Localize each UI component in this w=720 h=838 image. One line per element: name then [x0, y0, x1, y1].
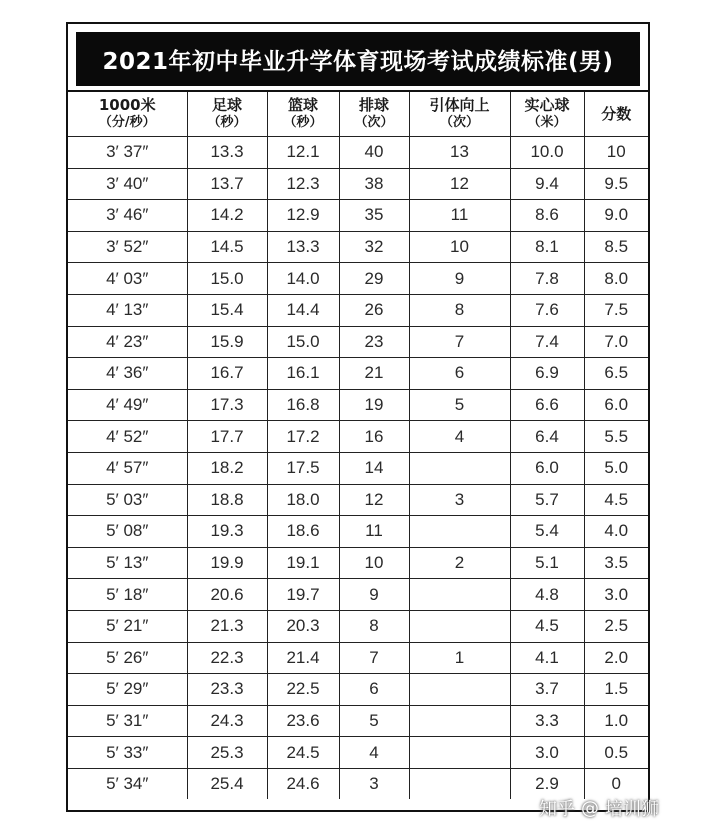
cell-football: 18.8	[187, 484, 267, 516]
header-football	[187, 91, 267, 137]
cell-volleyball: 16	[339, 421, 409, 453]
cell-1000m: 5′ 31″	[68, 705, 187, 737]
cell-football: 24.3	[187, 705, 267, 737]
cell-football: 14.2	[187, 200, 267, 232]
cell-score: 6.0	[584, 389, 648, 421]
cell-medicine-ball: 3.7	[510, 674, 584, 706]
cell-medicine-ball: 3.0	[510, 737, 584, 769]
cell-medicine-ball: 3.3	[510, 705, 584, 737]
cell-medicine-ball: 6.0	[510, 452, 584, 484]
header-name: 引体向上	[429, 96, 490, 114]
header-name: 实心球	[524, 96, 570, 114]
score-standard-sheet	[66, 22, 650, 812]
cell-volleyball: 8	[339, 610, 409, 642]
cell-pullup: 3	[409, 484, 510, 516]
cell-basketball: 18.6	[267, 516, 339, 548]
header-unit: （分/秒）	[98, 115, 156, 130]
cell-medicine-ball: 4.5	[510, 610, 584, 642]
cell-score: 2.0	[584, 642, 648, 674]
cell-volleyball: 4	[339, 737, 409, 769]
cell-basketball: 24.5	[267, 737, 339, 769]
cell-football: 15.9	[187, 326, 267, 358]
cell-medicine-ball: 6.6	[510, 389, 584, 421]
cell-football: 13.7	[187, 168, 267, 200]
cell-football: 23.3	[187, 674, 267, 706]
cell-medicine-ball: 4.1	[510, 642, 584, 674]
cell-volleyball: 10	[339, 547, 409, 579]
cell-basketball: 23.6	[267, 705, 339, 737]
cell-volleyball: 9	[339, 579, 409, 611]
cell-medicine-ball: 5.4	[510, 516, 584, 548]
cell-pullup: 12	[409, 168, 510, 200]
cell-score: 8.5	[584, 231, 648, 263]
cell-1000m: 5′ 08″	[68, 516, 187, 548]
cell-football: 21.3	[187, 610, 267, 642]
cell-pullup: 4	[409, 421, 510, 453]
cell-score: 8.0	[584, 263, 648, 295]
cell-volleyball: 5	[339, 705, 409, 737]
cell-volleyball: 11	[339, 516, 409, 548]
cell-pullup	[409, 579, 510, 611]
cell-pullup	[409, 610, 510, 642]
table-row	[68, 421, 648, 453]
cell-basketball: 14.0	[267, 263, 339, 295]
cell-volleyball: 3	[339, 768, 409, 799]
cell-pullup: 7	[409, 326, 510, 358]
watermark-site: 知乎	[539, 799, 575, 820]
cell-pullup: 6	[409, 358, 510, 390]
header-medicine-ball	[510, 91, 584, 137]
header-volleyball	[339, 91, 409, 137]
cell-1000m: 3′ 37″	[68, 137, 187, 169]
cell-pullup: 11	[409, 200, 510, 232]
cell-volleyball: 19	[339, 389, 409, 421]
cell-score: 5.5	[584, 421, 648, 453]
table-row	[68, 326, 648, 358]
header-pullup	[409, 91, 510, 137]
header-unit: （秒）	[283, 115, 323, 130]
header-score	[584, 91, 648, 137]
cell-football: 16.7	[187, 358, 267, 390]
cell-score: 7.5	[584, 294, 648, 326]
cell-1000m: 5′ 18″	[68, 579, 187, 611]
cell-volleyball: 40	[339, 137, 409, 169]
cell-1000m: 4′ 36″	[68, 358, 187, 390]
cell-basketball: 22.5	[267, 674, 339, 706]
cell-pullup: 13	[409, 137, 510, 169]
cell-volleyball: 26	[339, 294, 409, 326]
cell-medicine-ball: 5.7	[510, 484, 584, 516]
cell-1000m: 5′ 21″	[68, 610, 187, 642]
table-row	[68, 263, 648, 295]
cell-1000m: 5′ 33″	[68, 737, 187, 769]
cell-volleyball: 7	[339, 642, 409, 674]
cell-score: 0.5	[584, 737, 648, 769]
watermark	[539, 790, 709, 826]
cell-basketball: 15.0	[267, 326, 339, 358]
cell-basketball: 12.3	[267, 168, 339, 200]
cell-football: 19.3	[187, 516, 267, 548]
score-table	[68, 90, 648, 799]
table-row	[68, 516, 648, 548]
cell-1000m: 3′ 40″	[68, 168, 187, 200]
cell-pullup	[409, 516, 510, 548]
header-name: 足球	[211, 96, 242, 114]
cell-pullup	[409, 452, 510, 484]
cell-pullup	[409, 737, 510, 769]
cell-football: 22.3	[187, 642, 267, 674]
table-row	[68, 231, 648, 263]
table-row	[68, 137, 648, 169]
cell-score: 9.0	[584, 200, 648, 232]
cell-basketball: 13.3	[267, 231, 339, 263]
header-name: 1000米	[98, 96, 156, 114]
cell-1000m: 4′ 49″	[68, 389, 187, 421]
cell-score: 4.5	[584, 484, 648, 516]
cell-1000m: 5′ 13″	[68, 547, 187, 579]
cell-1000m: 4′ 57″	[68, 452, 187, 484]
cell-medicine-ball: 7.6	[510, 294, 584, 326]
cell-football: 13.3	[187, 137, 267, 169]
header-name: 分数	[601, 104, 632, 123]
cell-pullup: 1	[409, 642, 510, 674]
cell-football: 17.7	[187, 421, 267, 453]
table-row	[68, 610, 648, 642]
table-title: 2021年初中毕业升学体育现场考试成绩标准(男)	[76, 32, 640, 86]
table-row	[68, 579, 648, 611]
table-row	[68, 484, 648, 516]
cell-score: 0	[584, 768, 648, 799]
table-row	[68, 737, 648, 769]
cell-1000m: 4′ 23″	[68, 326, 187, 358]
cell-basketball: 16.8	[267, 389, 339, 421]
cell-medicine-ball: 2.9	[510, 768, 584, 799]
cell-1000m: 5′ 29″	[68, 674, 187, 706]
cell-medicine-ball: 10.0	[510, 137, 584, 169]
cell-score: 5.0	[584, 452, 648, 484]
table-row	[68, 705, 648, 737]
cell-1000m: 5′ 03″	[68, 484, 187, 516]
cell-football: 18.2	[187, 452, 267, 484]
header-unit: （次）	[439, 115, 479, 130]
cell-1000m: 5′ 26″	[68, 642, 187, 674]
cell-1000m: 3′ 52″	[68, 231, 187, 263]
cell-volleyball: 29	[339, 263, 409, 295]
cell-volleyball: 23	[339, 326, 409, 358]
cell-pullup: 5	[409, 389, 510, 421]
cell-score: 10	[584, 137, 648, 169]
cell-score: 2.5	[584, 610, 648, 642]
cell-pullup	[409, 768, 510, 799]
cell-basketball: 19.1	[267, 547, 339, 579]
cell-football: 25.4	[187, 768, 267, 799]
cell-volleyball: 21	[339, 358, 409, 390]
cell-basketball: 17.2	[267, 421, 339, 453]
cell-score: 6.5	[584, 358, 648, 390]
cell-basketball: 18.0	[267, 484, 339, 516]
cell-pullup	[409, 674, 510, 706]
cell-volleyball: 32	[339, 231, 409, 263]
cell-basketball: 24.6	[267, 768, 339, 799]
table-row	[68, 168, 648, 200]
cell-medicine-ball: 4.8	[510, 579, 584, 611]
watermark-separator: @	[581, 797, 599, 819]
header-name: 排球	[358, 96, 389, 114]
table-row	[68, 547, 648, 579]
table-row	[68, 642, 648, 674]
cell-football: 25.3	[187, 737, 267, 769]
cell-medicine-ball: 6.4	[510, 421, 584, 453]
table-row	[68, 389, 648, 421]
cell-basketball: 16.1	[267, 358, 339, 390]
cell-1000m: 4′ 13″	[68, 294, 187, 326]
cell-football: 19.9	[187, 547, 267, 579]
cell-score: 3.5	[584, 547, 648, 579]
cell-score: 1.0	[584, 705, 648, 737]
cell-score: 4.0	[584, 516, 648, 548]
cell-football: 20.6	[187, 579, 267, 611]
cell-volleyball: 12	[339, 484, 409, 516]
cell-football: 15.0	[187, 263, 267, 295]
cell-medicine-ball: 7.4	[510, 326, 584, 358]
cell-medicine-ball: 7.8	[510, 263, 584, 295]
cell-medicine-ball: 6.9	[510, 358, 584, 390]
table-row	[68, 294, 648, 326]
cell-score: 9.5	[584, 168, 648, 200]
header-unit: （秒）	[207, 115, 247, 130]
cell-volleyball: 6	[339, 674, 409, 706]
table-row	[68, 358, 648, 390]
header-name: 篮球	[287, 96, 318, 114]
cell-medicine-ball: 8.1	[510, 231, 584, 263]
header-basketball	[267, 91, 339, 137]
cell-score: 3.0	[584, 579, 648, 611]
cell-basketball: 19.7	[267, 579, 339, 611]
cell-medicine-ball: 8.6	[510, 200, 584, 232]
cell-basketball: 17.5	[267, 452, 339, 484]
cell-pullup: 8	[409, 294, 510, 326]
cell-basketball: 20.3	[267, 610, 339, 642]
cell-volleyball: 14	[339, 452, 409, 484]
table-row	[68, 674, 648, 706]
cell-basketball: 12.1	[267, 137, 339, 169]
table-row	[68, 200, 648, 232]
header-row	[68, 91, 648, 137]
cell-score: 7.0	[584, 326, 648, 358]
table-body	[68, 137, 648, 800]
cell-basketball: 12.9	[267, 200, 339, 232]
header-1000m	[68, 91, 187, 137]
cell-volleyball: 35	[339, 200, 409, 232]
cell-volleyball: 38	[339, 168, 409, 200]
cell-football: 17.3	[187, 389, 267, 421]
watermark-author: 培训狮	[605, 799, 659, 820]
cell-football: 15.4	[187, 294, 267, 326]
cell-1000m: 5′ 34″	[68, 768, 187, 799]
cell-1000m: 4′ 52″	[68, 421, 187, 453]
cell-medicine-ball: 5.1	[510, 547, 584, 579]
cell-1000m: 4′ 03″	[68, 263, 187, 295]
cell-pullup: 10	[409, 231, 510, 263]
cell-medicine-ball: 9.4	[510, 168, 584, 200]
cell-basketball: 21.4	[267, 642, 339, 674]
cell-score: 1.5	[584, 674, 648, 706]
cell-pullup	[409, 705, 510, 737]
header-unit: （次）	[354, 115, 394, 130]
cell-pullup: 2	[409, 547, 510, 579]
cell-basketball: 14.4	[267, 294, 339, 326]
table-row	[68, 452, 648, 484]
cell-pullup: 9	[409, 263, 510, 295]
header-unit: （米）	[527, 115, 567, 130]
cell-1000m: 3′ 46″	[68, 200, 187, 232]
cell-football: 14.5	[187, 231, 267, 263]
